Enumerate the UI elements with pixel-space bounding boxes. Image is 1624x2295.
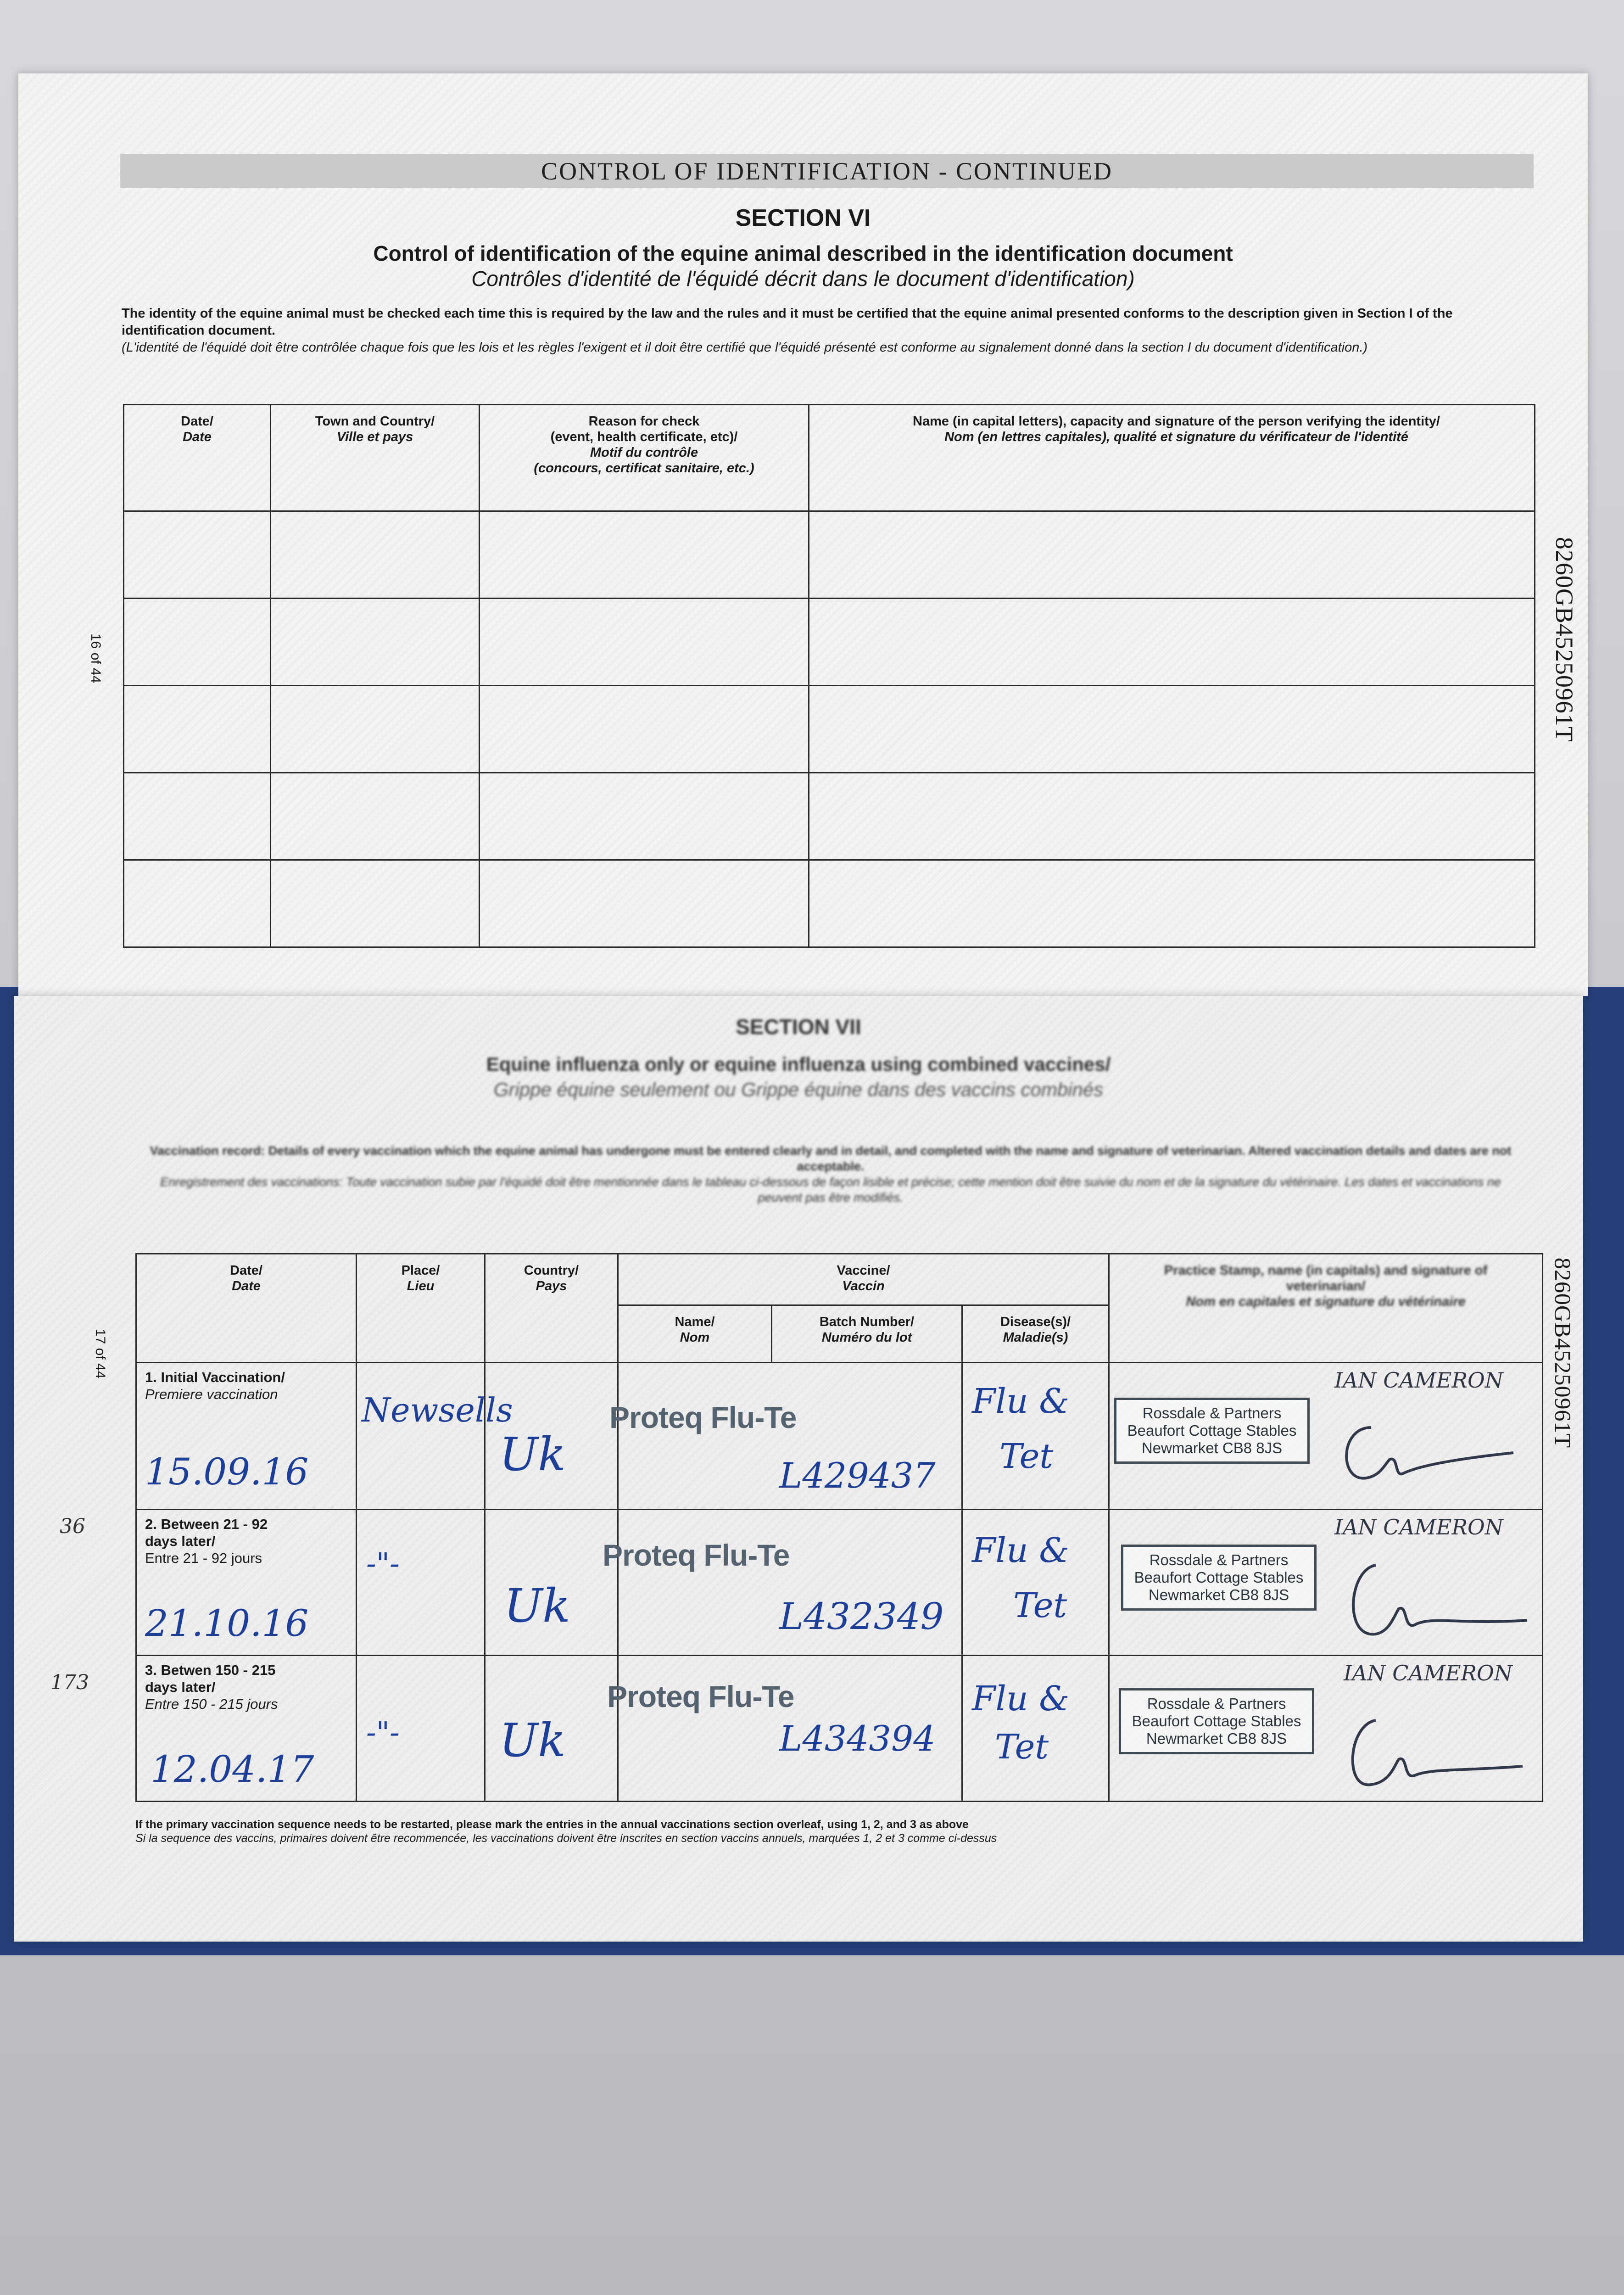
batch-value: L429437 bbox=[779, 1455, 936, 1496]
date-cell bbox=[136, 1510, 357, 1656]
disease-value-2: Tet bbox=[999, 1437, 1054, 1476]
vaccine-cell bbox=[607, 1656, 962, 1802]
stamp-cell bbox=[1109, 1656, 1543, 1802]
header-country: Country/ Pays bbox=[485, 1254, 618, 1363]
vaccine-name: Proteq Flu-Te bbox=[603, 1538, 790, 1572]
table-row bbox=[124, 860, 1535, 947]
table-row bbox=[124, 511, 1535, 599]
place-cell bbox=[357, 1510, 485, 1656]
footnote bbox=[135, 1818, 1540, 1845]
header-vaccine: Vaccine/ Vaccin bbox=[618, 1254, 1109, 1305]
place-value: -"- bbox=[366, 1547, 400, 1581]
date-value: 21.10.16 bbox=[145, 1602, 309, 1645]
dose-label-fr: Entre 150 - 215 jours bbox=[145, 1696, 278, 1712]
batch-value: L434394 bbox=[779, 1718, 936, 1759]
stamp-cell bbox=[1109, 1363, 1543, 1510]
disease-value-2: Tet bbox=[995, 1727, 1049, 1767]
place-cell bbox=[357, 1363, 513, 1510]
header-place: Place/ Lieu bbox=[357, 1254, 485, 1363]
disease-cell bbox=[962, 1510, 1109, 1656]
dose-label-en: 3. Betwen 150 - 215 days later/ bbox=[145, 1662, 276, 1695]
footnote-fr: Si la sequence des vaccins, primaires doivent être recommencée, les vaccinations doivent être inscrites en section vaccins annuels, marquées 1, 2 et 3 comme ci-dessus bbox=[135, 1832, 997, 1845]
header-reason: Reason for check (event, health certificate, etc)/ Motif du contrôle (concours, certificat sanitaire, etc.) bbox=[480, 405, 809, 511]
heading-en: Control of identification of the equine animal described in the identification document bbox=[373, 241, 1233, 265]
header-disease: Disease(s)/ Maladie(s) bbox=[962, 1305, 1109, 1363]
heading-fr: Contrôles d'identité de l'équidé décrit dans le document d'identification) bbox=[471, 267, 1135, 291]
country-cell bbox=[485, 1363, 618, 1510]
header-date: Date/ Date bbox=[124, 405, 271, 511]
dose-label-en: 2. Between 21 - 92 days later/ bbox=[145, 1516, 268, 1549]
disease-value-2: Tet bbox=[1013, 1586, 1067, 1625]
dose-label-fr: Entre 21 - 92 jours bbox=[145, 1550, 262, 1566]
place-value: -"- bbox=[366, 1716, 400, 1750]
intro-fr: Enregistrement des vaccinations: Toute vaccination subie par l'équidé doit être mentionnée dans le tableau ci-dessous de façon lisible et précise; cette mention doit être suivie du nom et de la signature du vétérinaire. Les dates et vaccinations ne peuvent pas être modifiés. bbox=[160, 1175, 1501, 1204]
intro-en: Vaccination record: Details of every vaccination which the equine animal has undergone must be entered clearly and in detail, and completed with the name and signature of veterinarian. Altered vaccination details and dates are not acceptable. bbox=[150, 1144, 1512, 1173]
disease-value-1: Flu & bbox=[972, 1531, 1070, 1570]
page-number: 17 of 44 bbox=[93, 1329, 108, 1379]
header-name: Name (in capital letters), capacity and signature of the person verifying the identity/ Nom (en lettres capitales), qualité et signature du vérificateur de l'identité bbox=[809, 405, 1535, 511]
page-number: 16 of 44 bbox=[88, 633, 103, 683]
table-row bbox=[124, 773, 1535, 860]
practice-stamp: Rossdale & Partners Beaufort Cottage Stables Newmarket CB8 8JS bbox=[1121, 1545, 1317, 1611]
place-cell bbox=[357, 1656, 485, 1802]
country-cell bbox=[485, 1656, 618, 1802]
page-16 bbox=[18, 73, 1588, 996]
vaccine-cell bbox=[603, 1510, 962, 1656]
date-value: 15.09.16 bbox=[145, 1450, 309, 1493]
stamp-cell bbox=[1109, 1510, 1543, 1656]
dose-label-en: 1. Initial Vaccination/ bbox=[145, 1369, 285, 1385]
intro-text bbox=[142, 1143, 1519, 1205]
margin-note-1: 36 bbox=[60, 1515, 85, 1538]
section-title: SECTION VII bbox=[736, 1015, 861, 1039]
vet-signature bbox=[1339, 1551, 1532, 1643]
vaccine-name: Proteq Flu-Te bbox=[607, 1679, 794, 1713]
identity-check-table bbox=[123, 404, 1535, 948]
intro-fr: (L'identité de l'équidé doit être contrôlée chaque fois que les lois et les règles l'exigent et il doit être certifié que l'équidé présenté est conforme au signalement donné dans la section I du document d'identification.) bbox=[122, 340, 1368, 355]
section-banner bbox=[120, 154, 1534, 188]
header-town: Town and Country/ Ville et pays bbox=[271, 405, 480, 511]
vaccine-cell bbox=[609, 1363, 962, 1510]
date-cell bbox=[136, 1363, 357, 1510]
vet-name: IAN CAMERON bbox=[1334, 1515, 1503, 1539]
intro-en: The identity of the equine animal must be checked each time this is required by the law and the rules and it must be certified that the equine animal presented conforms to the description given in Section I of the identification document. bbox=[122, 306, 1453, 338]
batch-value: L432349 bbox=[779, 1595, 944, 1638]
passport-id-side: 8260GB45250961T bbox=[1551, 537, 1578, 742]
vaccination-row-3 bbox=[136, 1656, 1543, 1802]
dose-label-fr: Premiere vaccination bbox=[145, 1386, 278, 1402]
disease-value-1: Flu & bbox=[972, 1679, 1070, 1718]
vaccine-name: Proteq Flu-Te bbox=[609, 1400, 797, 1434]
vet-signature bbox=[1339, 1707, 1532, 1794]
margin-note-2: 173 bbox=[50, 1671, 89, 1694]
country-cell bbox=[485, 1510, 618, 1656]
table-row bbox=[124, 686, 1535, 773]
table-row bbox=[124, 599, 1535, 686]
page-17 bbox=[14, 996, 1583, 1942]
place-value: Newsells bbox=[362, 1391, 513, 1429]
vet-name: IAN CAMERON bbox=[1334, 1368, 1503, 1393]
disease-cell bbox=[962, 1363, 1109, 1510]
table-header-row bbox=[136, 1254, 1543, 1305]
intro-text bbox=[122, 305, 1535, 356]
vet-name: IAN CAMERON bbox=[1344, 1661, 1512, 1685]
banner-title: CONTROL OF IDENTIFICATION - CONTINUED bbox=[541, 157, 1113, 185]
disease-cell bbox=[962, 1656, 1109, 1802]
vet-signature bbox=[1330, 1409, 1523, 1492]
vaccination-table bbox=[135, 1253, 1543, 1802]
vaccination-row-2 bbox=[136, 1510, 1543, 1656]
vaccination-row-1 bbox=[136, 1363, 1543, 1510]
footnote-en: If the primary vaccination sequence needs to be restarted, please mark the entries in the annual vaccinations section overleaf, using 1, 2, and 3 as above bbox=[135, 1818, 969, 1831]
country-value: Uk bbox=[504, 1579, 570, 1633]
table-header-row bbox=[124, 405, 1535, 511]
passport-id-side: 8260GB45250961T bbox=[1550, 1258, 1576, 1448]
date-value: 12.04.17 bbox=[151, 1748, 314, 1791]
date-cell bbox=[136, 1656, 357, 1802]
heading-en: Equine influenza only or equine influenza using combined vaccines/ bbox=[486, 1053, 1111, 1075]
disease-value-1: Flu & bbox=[972, 1382, 1070, 1421]
country-value: Uk bbox=[499, 1713, 566, 1767]
practice-stamp: Rossdale & Partners Beaufort Cottage Stables Newmarket CB8 8JS bbox=[1119, 1688, 1314, 1754]
practice-stamp: Rossdale & Partners Beaufort Cottage Stables Newmarket CB8 8JS bbox=[1114, 1398, 1310, 1464]
header-date: Date/ Date bbox=[136, 1254, 357, 1363]
section-title: SECTION VI bbox=[735, 205, 871, 231]
header-stamp: Practice Stamp, name (in capitals) and signature of veterinarian/ Nom en capitales et signature du vétérinaire bbox=[1109, 1254, 1543, 1363]
heading-fr: Grippe équine seulement ou Grippe équine dans des vaccins combinés bbox=[493, 1079, 1104, 1100]
header-batch: Batch Number/ Numéro du lot bbox=[772, 1305, 962, 1363]
country-value: Uk bbox=[499, 1427, 566, 1481]
header-vaccine-name: Name/ Nom bbox=[618, 1305, 772, 1363]
